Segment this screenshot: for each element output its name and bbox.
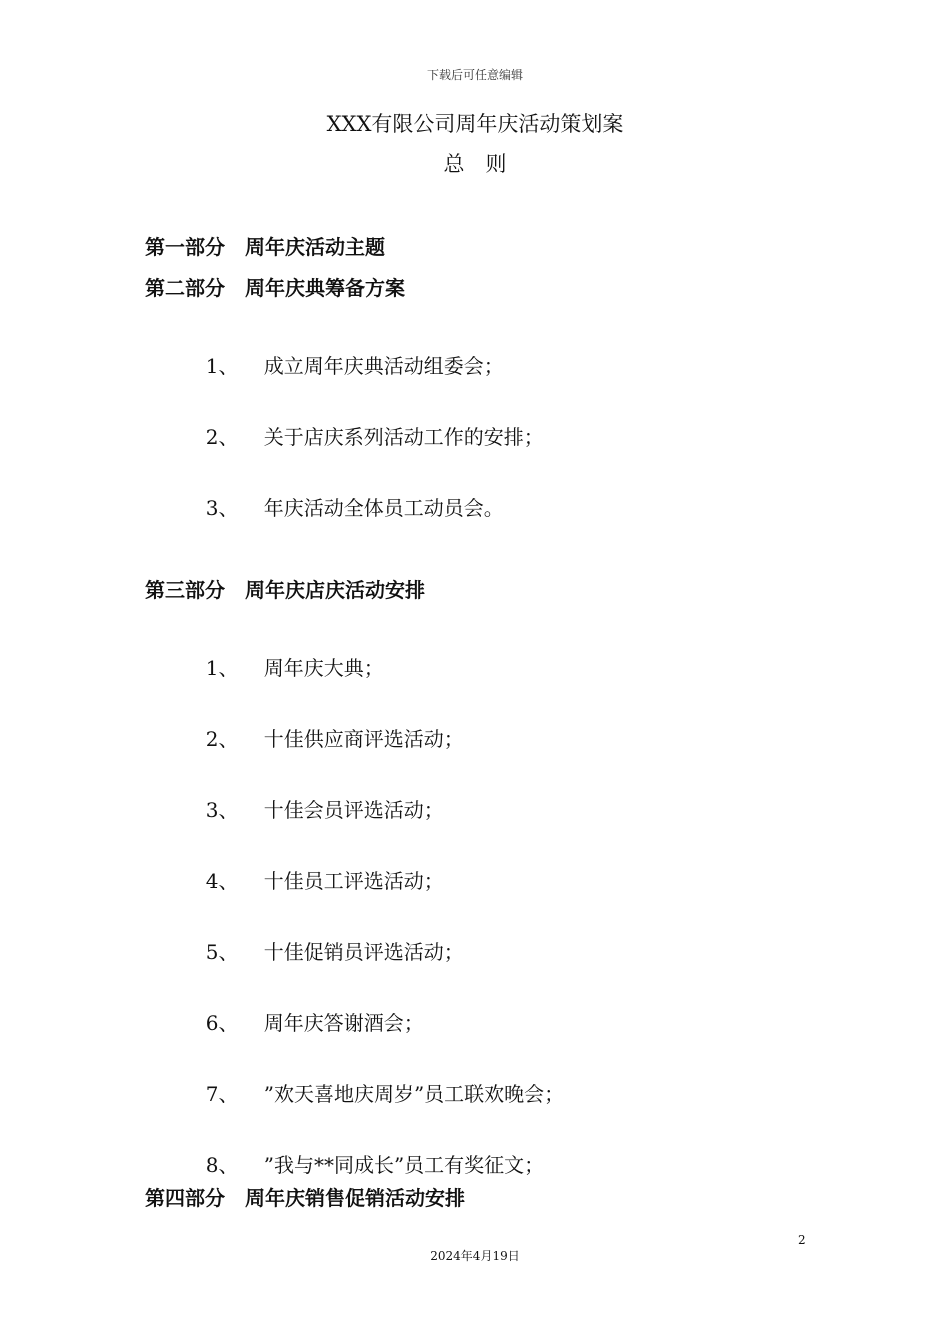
part-three-heading: 第三部分 周年庆店庆活动安排 xyxy=(145,578,425,602)
list-item xyxy=(193,397,544,450)
item-text: 周年庆大典； xyxy=(263,656,384,680)
item-text: 十佳供应商评选活动； xyxy=(263,727,464,751)
list-item xyxy=(193,770,444,823)
item-number: 1、 xyxy=(205,656,239,680)
item-number: 7、 xyxy=(205,1082,239,1106)
part-one-heading: 第一部分 周年庆活动主题 xyxy=(145,235,385,259)
list-item xyxy=(193,912,464,965)
part-two-heading: 第二部分 周年庆典筹备方案 xyxy=(145,276,405,300)
item-number: 5、 xyxy=(205,940,239,964)
item-text: 十佳促销员评选活动； xyxy=(263,940,464,964)
item-text: ”我与**同成长”员工有奖征文； xyxy=(263,1153,545,1177)
item-number: 4、 xyxy=(205,869,239,893)
item-text: ”欢天喜地庆周岁”员工联欢晚会； xyxy=(263,1082,565,1106)
item-number: 3、 xyxy=(205,496,239,520)
item-text: 周年庆答谢酒会； xyxy=(263,1011,424,1035)
item-number: 8、 xyxy=(205,1153,239,1177)
list-item xyxy=(193,326,504,379)
item-number: 1、 xyxy=(205,354,239,378)
list-item xyxy=(193,468,504,521)
page-number: 2 xyxy=(798,1233,806,1247)
list-item xyxy=(193,628,384,681)
item-number: 3、 xyxy=(205,798,239,822)
header-note: 下载后可任意编辑 xyxy=(426,68,523,82)
list-item xyxy=(193,841,444,894)
item-number: 2、 xyxy=(205,727,239,751)
item-text: 关于店庆系列活动工作的安排； xyxy=(263,425,544,449)
part-four-heading: 第四部分 周年庆销售促销活动安排 xyxy=(145,1186,465,1210)
item-text: 年庆活动全体员工动员会。 xyxy=(263,496,504,520)
item-text: 十佳会员评选活动； xyxy=(263,798,444,822)
item-number: 6、 xyxy=(205,1011,239,1035)
document-subtitle: 总 则 xyxy=(443,152,507,176)
list-item xyxy=(193,983,424,1036)
list-item xyxy=(193,1054,564,1107)
document-title: XXX有限公司周年庆活动策划案 xyxy=(326,112,624,136)
list-item xyxy=(193,699,464,752)
item-number: 2、 xyxy=(205,425,239,449)
list-item xyxy=(193,1125,544,1178)
item-text: 成立周年庆典活动组委会； xyxy=(263,354,504,378)
item-text: 十佳员工评选活动； xyxy=(263,869,444,893)
footer-date: 2024年4月19日 xyxy=(430,1249,520,1263)
